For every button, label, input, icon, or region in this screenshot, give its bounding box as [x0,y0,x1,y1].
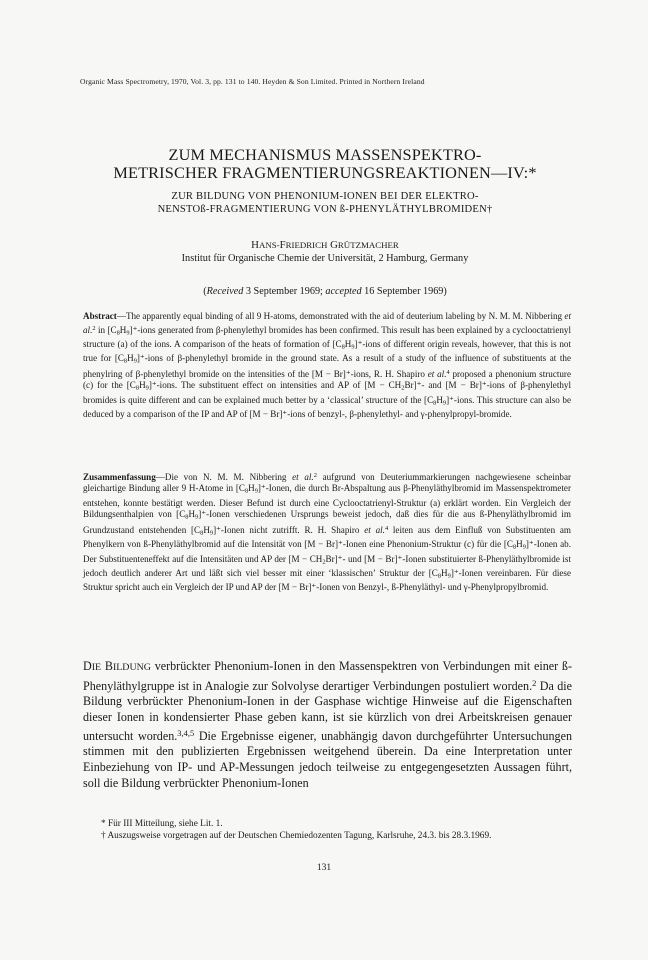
author-initial: H [251,239,259,251]
journal-citation: Organic Mass Spectrometry, 1970, Vol. 3, pp. 131 to 140. Heyden & Son Limited. Printed in Northern Ireland [80,77,425,86]
abstract-label: Abstract [83,311,117,321]
paper-title [60,146,590,182]
title-line-2: METRISCHER FRAGMENTIERUNGSREAKTIONEN—IV:* [113,163,537,182]
author-initial: F [279,239,286,251]
zusammenfassung-label: Zusammenfassung [83,471,156,482]
abstract-english: Abstract—The apparently equal binding of all 9 H-atoms, demonstrated with the aid of deuterium labeling by N. M. M. Nibbering et al.$^2$ in $[C_8H_9]^+$-ions generated from β-phenylethyl bromides has been confirmed. This result has been explained by a cyclooctatrienyl structure (a) of the ions. A comparison of the heats of formation of $[C_8H_9]^+$-ions of different origin reveals, however, that this is not true for $[C_8H_9]^+$-ions of β-phenylethyl bromide in the ground state. As a result of a study of the influence of substituents at the phenylring of β-phenylethyl bromide on the intensities of the [M − Br]⁺-ions, R. H. Shapiro et al.$^4$ proposed a phenonium structure (c) for the $[C_8H_9]^+$-ions. The substituent effect on intensities and AP of $[M - CH_2Br]^+-$ and [M − Br]⁺-ions of β-phenylethyl bromides is quite different and can be explained much better by a ‘classical’ structure of the $[C_8H_9]^+$-ions. This structure can also be deduced by a comparison of the IP and AP of [M − Br]⁺-ions of benzyl-, β-phenylethyl- and γ-phenylpropyl-bromide. [83,311,571,419]
body-paragraph: DIE BILDUNG verbrückter Phenonium-Ionen in den Massenspektren von Verbindungen mit einer ß-Phenyläthylgruppe ist in Analogie zur Solvolyse derartiger Verbindungen postuliert worden.$^2$ Da die Bildung verbrückter Phenonium-Ionen in der Gasphase wichtige Hinweise auf die Eigenschaften dieser Ionen in kondensierter Phase geben kann, ist sie kürzlich von drei Arbeitskreisen genauer untersucht worden.$^{3,4,5}$ Die Ergebnisse eigener, unabhängig davon durchgeführter Untersuchungen stimmen mit den publizierten Ergebnissen weitgehend überein. Da eine Interpretation unter Einbeziehung von IP- und AP-Messungen jedoch teilweise zu entgegengesetzten Aussagen führt, soll die Bildung verbrückter Phenonium-Ionen [83,659,572,790]
footnotes [83,818,572,842]
accepted-label: accepted [325,286,362,297]
author-initial: G [330,239,338,251]
received-label: Received [206,286,244,297]
received-date: 3 September 1969; [243,286,326,297]
author-smallcaps: ANS- [258,240,280,250]
subtitle-line-1: ZUR BILDUNG VON PHENONIUM-IONEN BEI DER ELEKTRO- [171,191,479,202]
subtitle-line-2: NENSTOß-FRAGMENTIERUNG VON ß-PHENYLÄTHYLBROMIDEN† [157,204,493,215]
accepted-date: 16 September 1969 [361,286,444,297]
author-smallcaps: RIEDRICH [285,240,328,250]
page-number: 131 [316,863,332,873]
received-dates: (Received 3 September 1969; accepted 16 September 1969) [203,286,447,297]
author-name [60,239,590,251]
paper-subtitle [60,190,590,216]
footnote-1: * Für III Mitteilung, siehe Lit. 1. [101,819,223,829]
abstract-german: Zusammenfassung—Die von N. M. M. Nibbering et al.$^2$ aufgrund von Deuteriummarkierungen nachgewiesene scheinbar gleichartige Bindung aller 9 H-Atome in $[C_8H_9]^+$-Ionen, die durch Br-Abspaltung aus β-Phenyläthylbromid im Massenspektrometer entstehen, konnte bestätigt werden. Dieser Befund ist durch eine Cyclooctatrienyl-Struktur (a) erklärt worden. Ein Vergleich der Bildungsenthalpien von $[C_8H_9]^+$-Ionen verschiedenen Ursprungs beweist jedoch, daß dies für die aus ß-Phenyläthylbromid im Grundzustand entstehenden $[C_8H_9]^+$-Ionen nicht zutrifft. R. H. Shapiro et al.$^4$ leiten aus dem Einfluß von Substituenten am Phenylkern von ß-Phenyläthylbromid auf die Intensität von [M − Br]⁺-Ionen eine Phenonium-Struktur (c) für die $[C_8H_9]^+$-Ionen ab. Der Substituenteneffekt auf die Intensitäten und AP der $[M - CH_2Br]^+-$ und [M − Br]⁺-Ionen substituierter ß-Phenyläthylbromide ist jedoch deutlich anderer Art und läßt sich viel besser mit einer ‘klassischen’ Struktur der $[C_8H_9]^+$-Ionen vereinbaren. Für diese Struktur spricht auch ein Vergleich der IP und AP der [M − Br]⁺-Ionen von Benzyl-, ß-Phenyläthyl- und γ-Phenylpropylbromid. [83,471,572,592]
author-affiliation: Institut für Organische Chemie der Universität, 2 Hamburg, Germany [181,253,469,264]
footnote-2: † Auszugsweise vorgetragen auf der Deutschen Chemiedozenten Tagung, Karlsruhe, 24.3. bis 28.3.1969. [101,831,492,841]
title-line-1: ZUM MECHANISMUS MASSENSPEKTRO- [168,145,482,164]
author-smallcaps: RÜTZMACHER [337,240,399,250]
